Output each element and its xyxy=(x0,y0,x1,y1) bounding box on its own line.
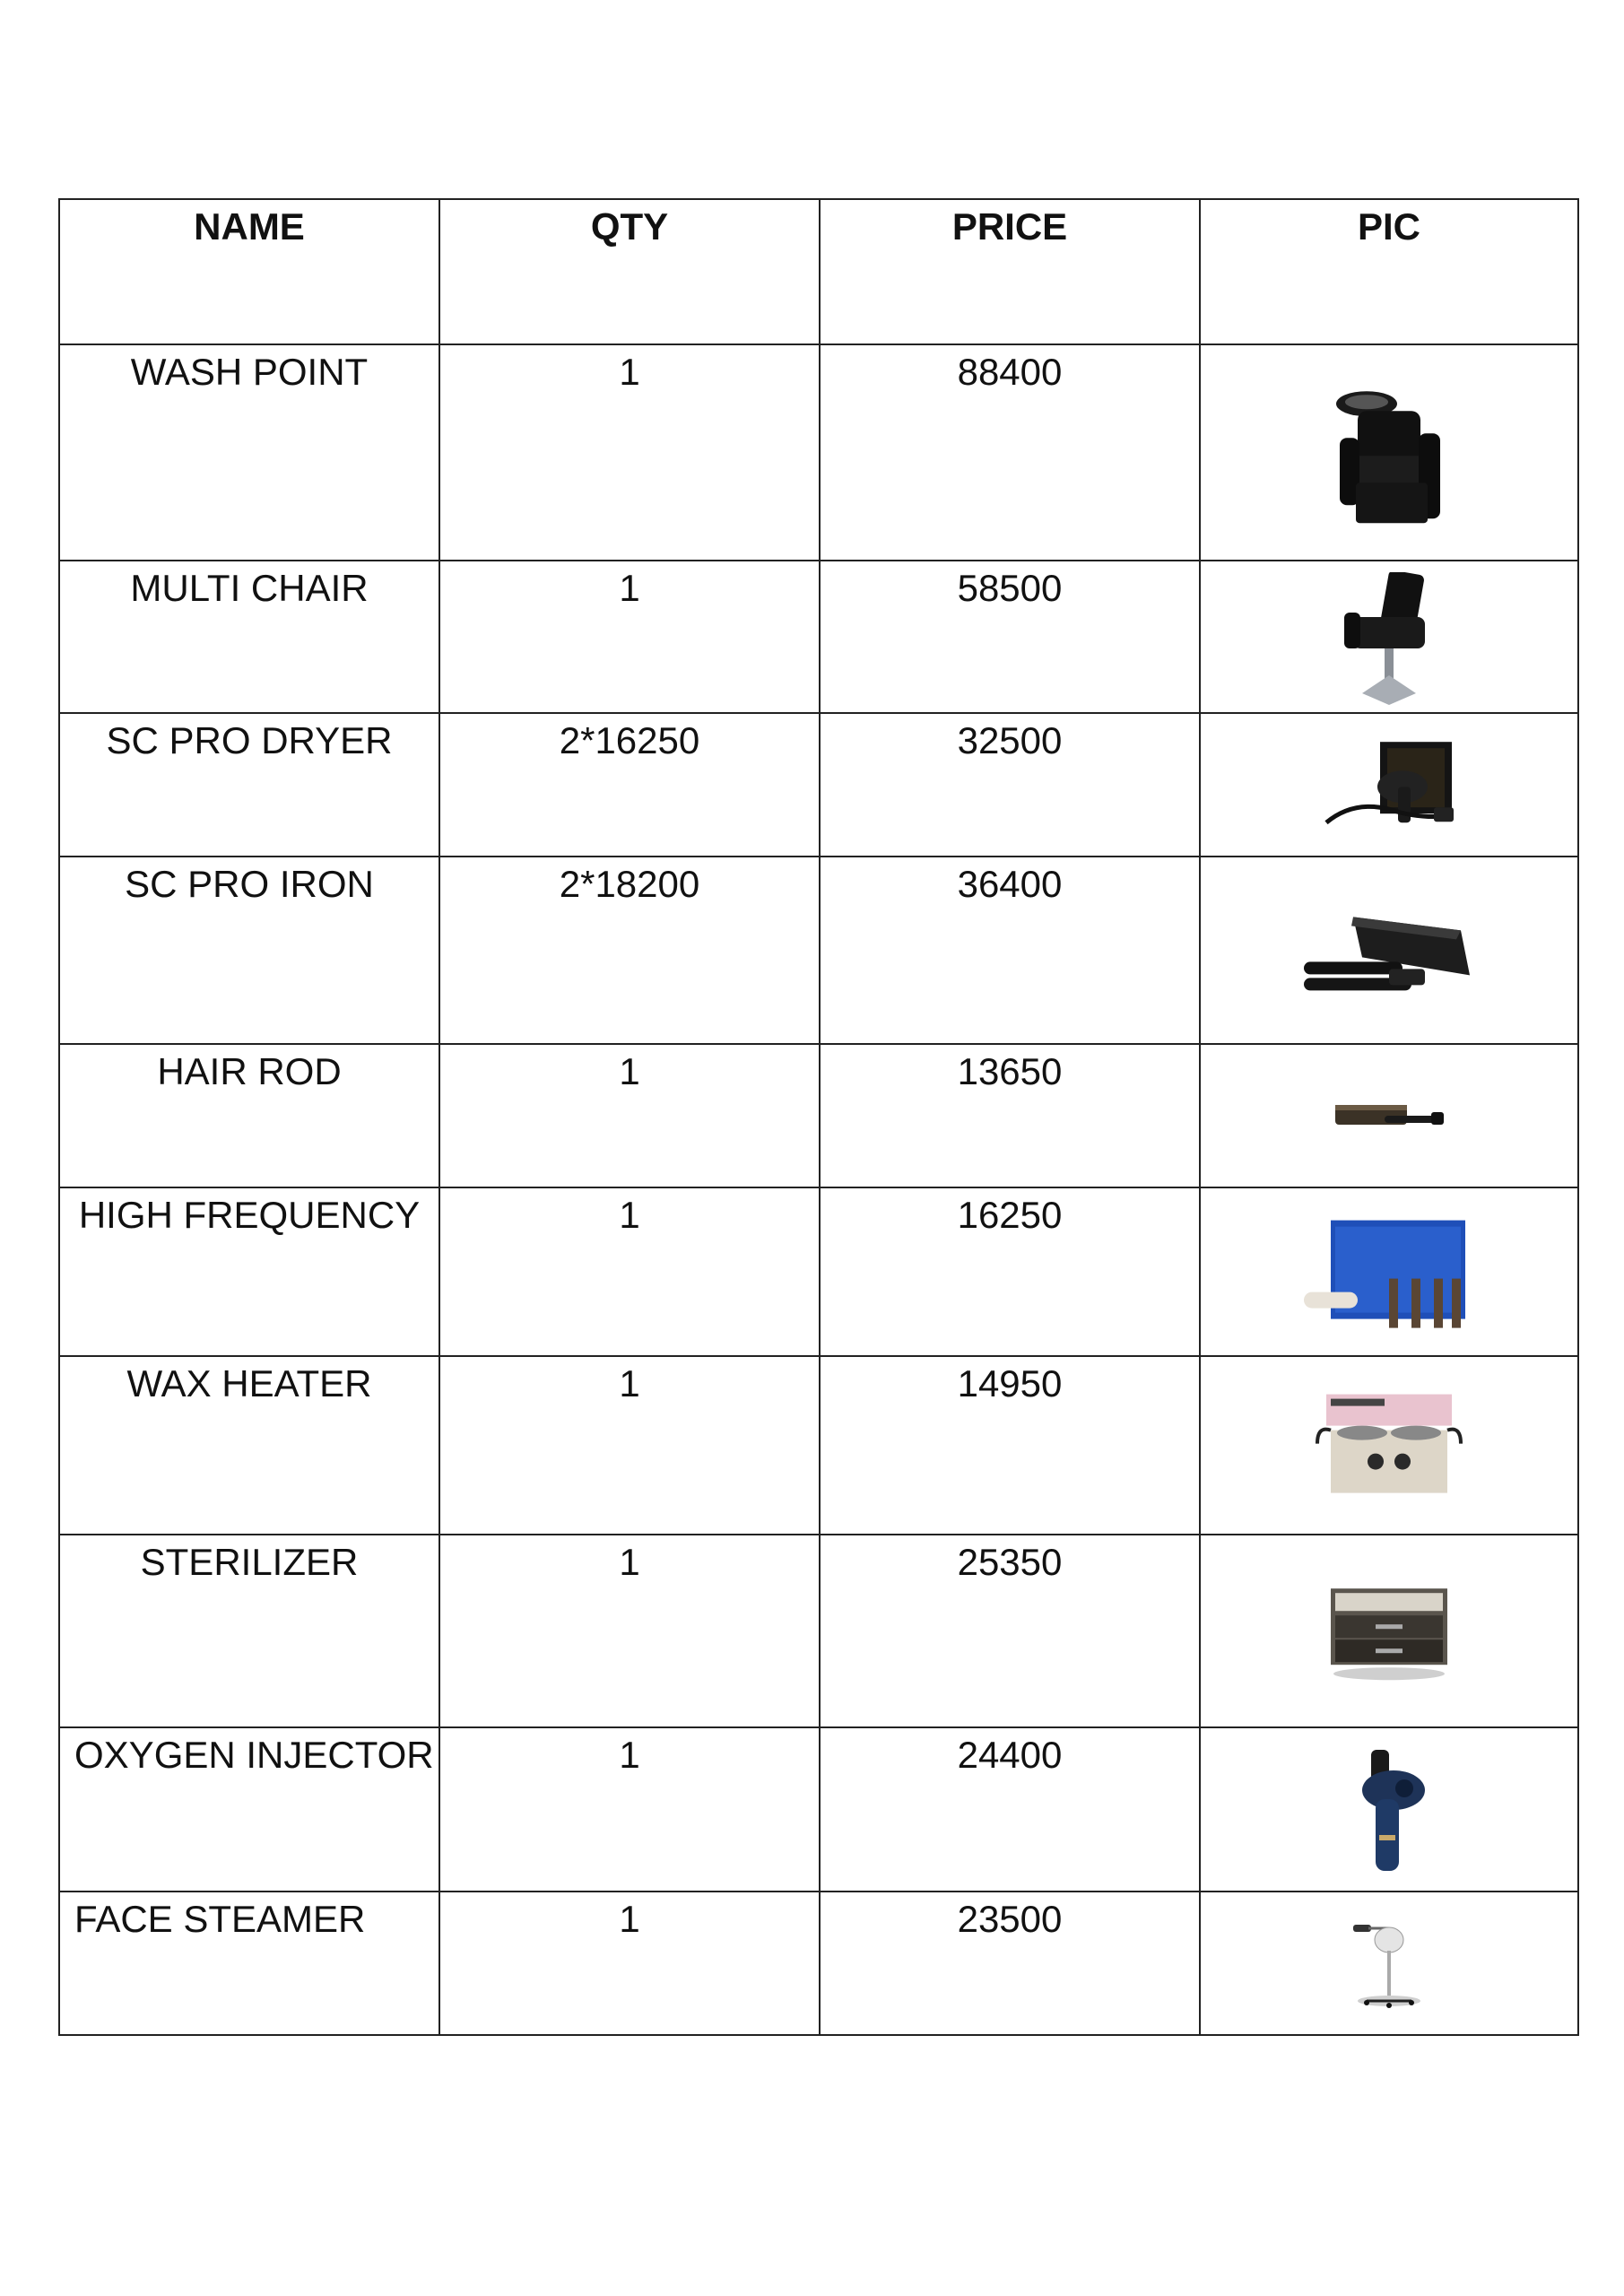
item-price: 24400 xyxy=(820,1727,1200,1892)
item-name: OXYGEN INJECTOR xyxy=(59,1727,439,1892)
multi-chair-icon xyxy=(1340,572,1438,707)
item-pic xyxy=(1200,1892,1578,2035)
item-pic xyxy=(1200,561,1578,713)
item-pic xyxy=(1200,344,1578,561)
table-row xyxy=(59,561,1578,713)
item-price: 14950 xyxy=(820,1356,1200,1535)
item-pic xyxy=(1200,1535,1578,1727)
sterilizer-icon xyxy=(1326,1584,1452,1683)
item-pic xyxy=(1200,1356,1578,1535)
item-name: MULTI CHAIR xyxy=(59,561,439,713)
table-header-row xyxy=(59,199,1578,344)
wash-point-chair-icon xyxy=(1331,384,1447,527)
item-price: 16250 xyxy=(820,1187,1200,1356)
item-qty: 1 xyxy=(439,1187,820,1356)
price-table xyxy=(58,198,1579,2036)
table-row xyxy=(59,1727,1578,1892)
table-row xyxy=(59,1892,1578,2035)
item-pic xyxy=(1200,1044,1578,1187)
table-row xyxy=(59,713,1578,857)
wax-heater-icon xyxy=(1313,1389,1465,1506)
item-qty: 2*16250 xyxy=(439,713,820,857)
item-pic xyxy=(1200,857,1578,1044)
item-qty: 2*18200 xyxy=(439,857,820,1044)
hair-iron-icon xyxy=(1299,899,1479,1006)
item-price: 36400 xyxy=(820,857,1200,1044)
item-pic xyxy=(1200,713,1578,857)
hair-dryer-icon xyxy=(1317,737,1461,836)
item-qty: 1 xyxy=(439,561,820,713)
item-name: WASH POINT xyxy=(59,344,439,561)
table-row xyxy=(59,1187,1578,1356)
item-name: HAIR ROD xyxy=(59,1044,439,1187)
item-qty: 1 xyxy=(439,1727,820,1892)
item-price: 25350 xyxy=(820,1535,1200,1727)
item-name: STERILIZER xyxy=(59,1535,439,1727)
hair-rod-icon xyxy=(1331,1094,1447,1139)
item-name: HIGH FREQUENCY xyxy=(59,1187,439,1356)
item-pic xyxy=(1200,1727,1578,1892)
table-row xyxy=(59,1535,1578,1727)
table-row xyxy=(59,857,1578,1044)
table-row xyxy=(59,1044,1578,1187)
item-price: 58500 xyxy=(820,561,1200,713)
item-qty: 1 xyxy=(439,1535,820,1727)
item-name: FACE STEAMER xyxy=(59,1892,439,2035)
item-price: 32500 xyxy=(820,713,1200,857)
oxygen-injector-icon xyxy=(1349,1745,1429,1880)
item-qty: 1 xyxy=(439,1356,820,1535)
item-qty: 1 xyxy=(439,344,820,561)
item-price: 23500 xyxy=(820,1892,1200,2035)
item-pic xyxy=(1200,1187,1578,1356)
item-name: SC PRO DRYER xyxy=(59,713,439,857)
header-name: NAME xyxy=(59,199,439,344)
item-name: SC PRO IRON xyxy=(59,857,439,1044)
table-row xyxy=(59,344,1578,561)
header-price: PRICE xyxy=(820,199,1200,344)
item-price: 88400 xyxy=(820,344,1200,561)
item-name: WAX HEATER xyxy=(59,1356,439,1535)
item-qty: 1 xyxy=(439,1892,820,2035)
item-price: 13650 xyxy=(820,1044,1200,1187)
high-frequency-device-icon xyxy=(1299,1216,1479,1333)
header-pic: PIC xyxy=(1200,199,1578,344)
table-row xyxy=(59,1356,1578,1535)
face-steamer-icon xyxy=(1349,1920,1429,2010)
header-qty: QTY xyxy=(439,199,820,344)
item-qty: 1 xyxy=(439,1044,820,1187)
